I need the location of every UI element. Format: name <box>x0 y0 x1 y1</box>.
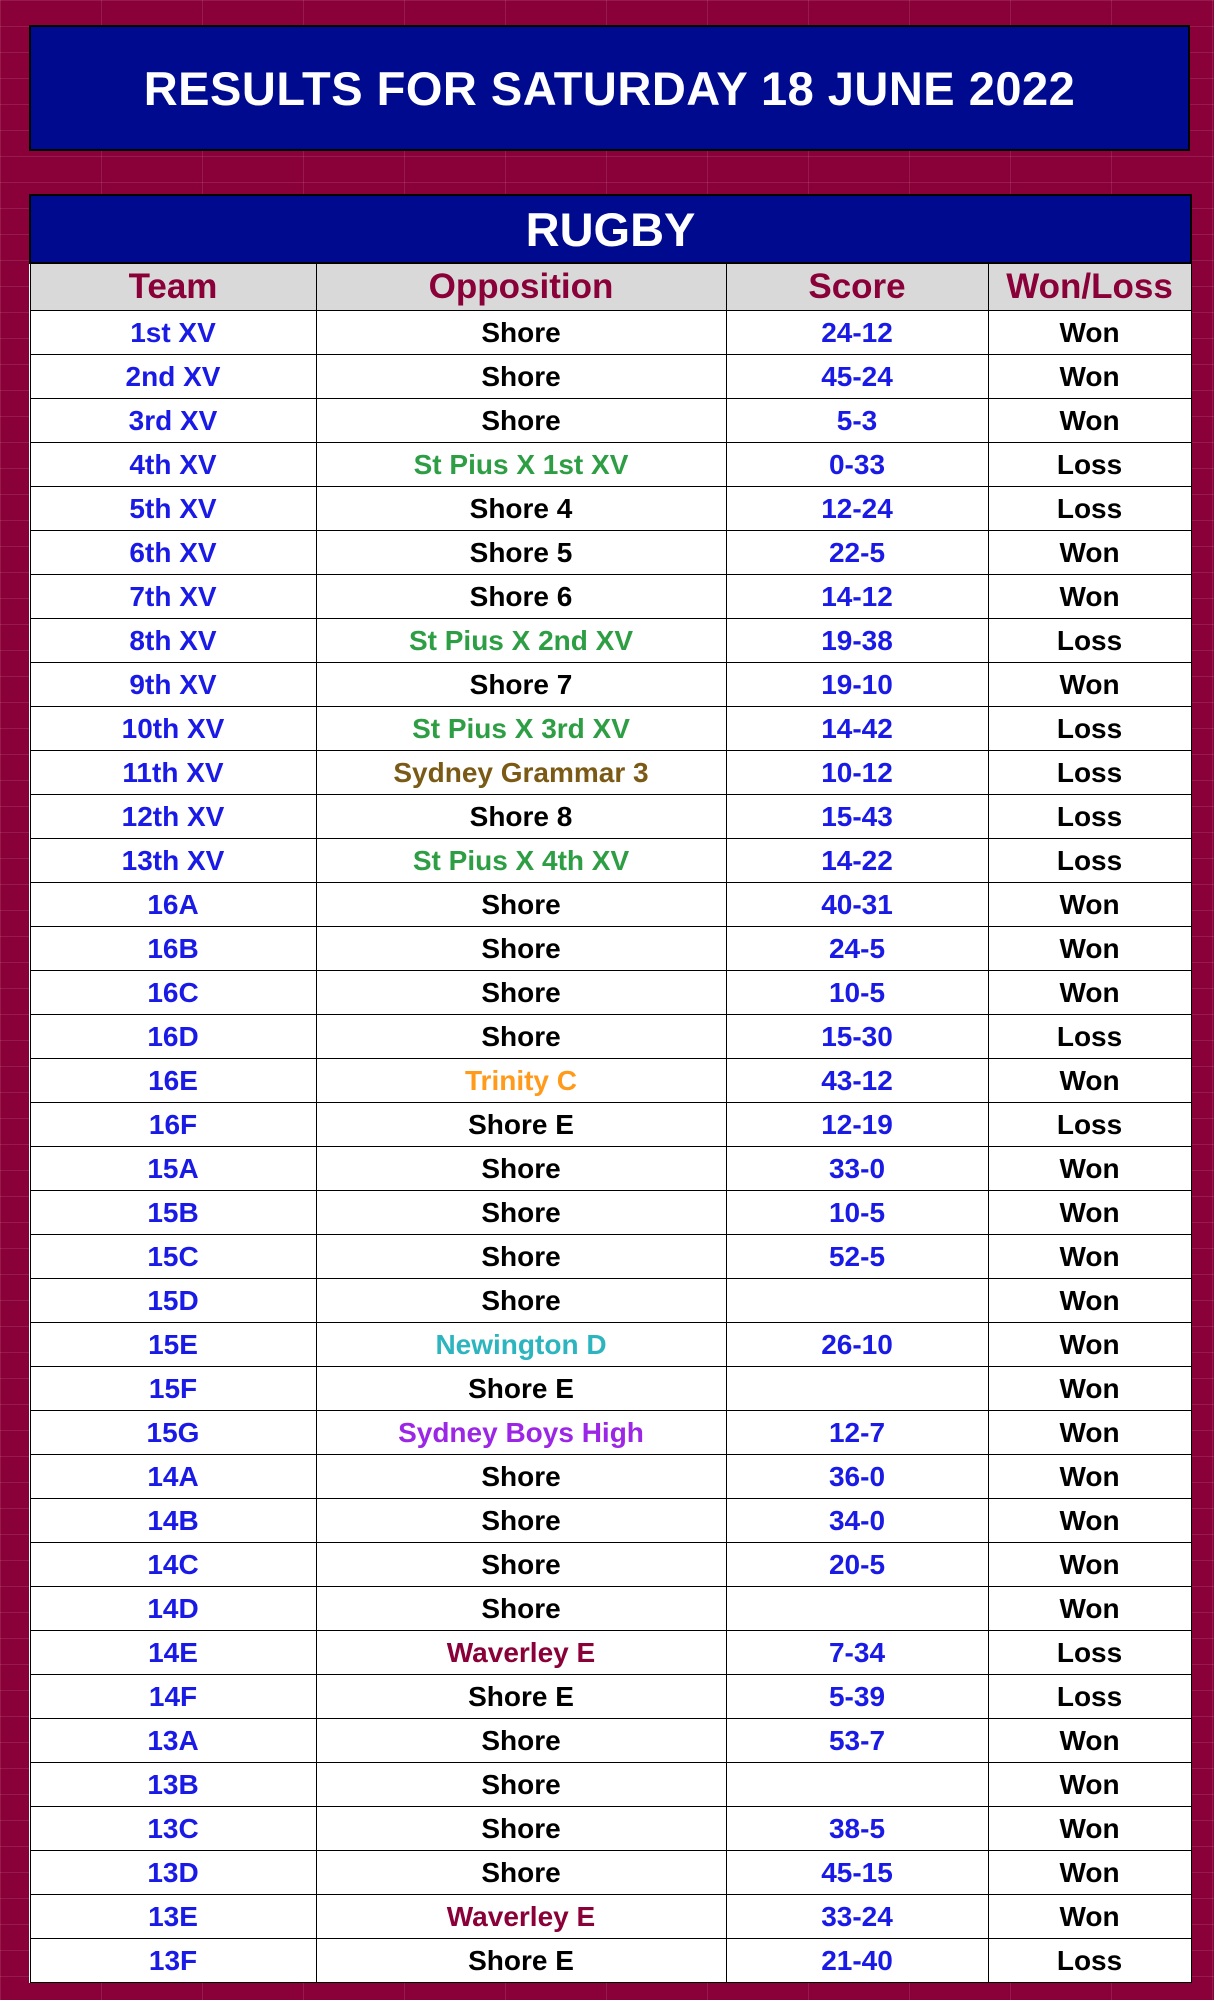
table-row <box>30 1015 1191 1059</box>
score-cell: 26-10 <box>726 1323 988 1367</box>
team-cell: 16A <box>30 883 316 927</box>
result-cell: Loss <box>988 707 1191 751</box>
opposition-cell: St Pius X 3rd XV <box>316 707 726 751</box>
result-cell: Won <box>988 1851 1191 1895</box>
score-cell: 21-40 <box>726 1939 988 1983</box>
team-cell: 15F <box>30 1367 316 1411</box>
column-header-row <box>30 263 1191 311</box>
table-row <box>30 355 1191 399</box>
score-cell: 53-7 <box>726 1719 988 1763</box>
result-cell: Won <box>988 311 1191 355</box>
score-cell <box>726 1279 988 1323</box>
score-cell: 14-12 <box>726 575 988 619</box>
score-cell: 15-30 <box>726 1015 988 1059</box>
score-cell: 40-31 <box>726 883 988 927</box>
team-cell: 15C <box>30 1235 316 1279</box>
team-cell: 15E <box>30 1323 316 1367</box>
result-cell: Won <box>988 1191 1191 1235</box>
score-cell: 45-15 <box>726 1851 988 1895</box>
opposition-cell: Shore <box>316 1807 726 1851</box>
rugby-results-table <box>29 194 1192 1983</box>
opposition-cell: Shore <box>316 883 726 927</box>
table-row <box>30 1719 1191 1763</box>
table-row <box>30 399 1191 443</box>
team-cell: 16C <box>30 971 316 1015</box>
score-cell: 34-0 <box>726 1499 988 1543</box>
team-cell: 10th XV <box>30 707 316 751</box>
result-cell: Loss <box>988 1939 1191 1983</box>
result-cell: Won <box>988 1895 1191 1939</box>
opposition-cell: Waverley E <box>316 1895 726 1939</box>
table-row <box>30 1147 1191 1191</box>
score-cell: 14-42 <box>726 707 988 751</box>
table-row <box>30 1191 1191 1235</box>
opposition-cell: Shore <box>316 971 726 1015</box>
table-row <box>30 1675 1191 1719</box>
table-row <box>30 1895 1191 1939</box>
opposition-cell: Waverley E <box>316 1631 726 1675</box>
table-row <box>30 927 1191 971</box>
table-row <box>30 795 1191 839</box>
team-cell: 13E <box>30 1895 316 1939</box>
result-cell: Won <box>988 1059 1191 1103</box>
result-cell: Won <box>988 575 1191 619</box>
table-row <box>30 1807 1191 1851</box>
result-cell: Won <box>988 971 1191 1015</box>
table-row <box>30 1279 1191 1323</box>
result-cell: Won <box>988 1587 1191 1631</box>
team-cell: 14A <box>30 1455 316 1499</box>
table-row <box>30 839 1191 883</box>
opposition-cell: Shore <box>316 355 726 399</box>
team-cell: 11th XV <box>30 751 316 795</box>
team-cell: 1st XV <box>30 311 316 355</box>
result-cell: Won <box>988 1543 1191 1587</box>
result-cell: Loss <box>988 1015 1191 1059</box>
table-row <box>30 707 1191 751</box>
table-row <box>30 971 1191 1015</box>
result-cell: Won <box>988 1411 1191 1455</box>
table-row <box>30 575 1191 619</box>
table-row <box>30 883 1191 927</box>
team-cell: 14D <box>30 1587 316 1631</box>
table-row <box>30 1323 1191 1367</box>
opposition-cell: Shore 7 <box>316 663 726 707</box>
score-cell: 12-19 <box>726 1103 988 1147</box>
table-row <box>30 1455 1191 1499</box>
table-row <box>30 1411 1191 1455</box>
score-cell: 12-7 <box>726 1411 988 1455</box>
column-header-opposition: Opposition <box>316 263 726 311</box>
opposition-cell: Shore <box>316 1851 726 1895</box>
score-cell: 19-10 <box>726 663 988 707</box>
table-row <box>30 1235 1191 1279</box>
result-cell: Won <box>988 1807 1191 1851</box>
score-cell: 20-5 <box>726 1543 988 1587</box>
opposition-cell: Sydney Grammar 3 <box>316 751 726 795</box>
team-cell: 13th XV <box>30 839 316 883</box>
score-cell <box>726 1763 988 1807</box>
opposition-cell: Shore 5 <box>316 531 726 575</box>
opposition-cell: Shore <box>316 1455 726 1499</box>
team-cell: 13C <box>30 1807 316 1851</box>
result-cell: Loss <box>988 443 1191 487</box>
opposition-cell: Shore <box>316 927 726 971</box>
team-cell: 13A <box>30 1719 316 1763</box>
opposition-cell: Sydney Boys High <box>316 1411 726 1455</box>
score-cell: 22-5 <box>726 531 988 575</box>
opposition-cell: Shore 6 <box>316 575 726 619</box>
opposition-cell: Shore <box>316 1015 726 1059</box>
score-cell: 43-12 <box>726 1059 988 1103</box>
column-header-team: Team <box>30 263 316 311</box>
table-row <box>30 1367 1191 1411</box>
opposition-cell: Shore <box>316 1279 726 1323</box>
result-cell: Loss <box>988 1675 1191 1719</box>
result-cell: Won <box>988 1499 1191 1543</box>
column-header-score: Score <box>726 263 988 311</box>
score-cell: 12-24 <box>726 487 988 531</box>
result-cell: Loss <box>988 839 1191 883</box>
opposition-cell: Shore <box>316 1543 726 1587</box>
score-cell: 33-24 <box>726 1895 988 1939</box>
section-title: RUGBY <box>30 195 1191 263</box>
team-cell: 13B <box>30 1763 316 1807</box>
team-cell: 9th XV <box>30 663 316 707</box>
results-body <box>30 311 1191 1983</box>
score-cell: 14-22 <box>726 839 988 883</box>
team-cell: 3rd XV <box>30 399 316 443</box>
opposition-cell: St Pius X 2nd XV <box>316 619 726 663</box>
opposition-cell: Shore <box>316 1147 726 1191</box>
team-cell: 15B <box>30 1191 316 1235</box>
score-cell <box>726 1367 988 1411</box>
opposition-cell: Shore <box>316 1719 726 1763</box>
score-cell: 5-39 <box>726 1675 988 1719</box>
team-cell: 14C <box>30 1543 316 1587</box>
opposition-cell: Shore <box>316 1235 726 1279</box>
result-cell: Won <box>988 1719 1191 1763</box>
team-cell: 6th XV <box>30 531 316 575</box>
team-cell: 15D <box>30 1279 316 1323</box>
result-cell: Won <box>988 1455 1191 1499</box>
score-cell: 38-5 <box>726 1807 988 1851</box>
score-cell: 7-34 <box>726 1631 988 1675</box>
score-cell: 5-3 <box>726 399 988 443</box>
table-row <box>30 531 1191 575</box>
score-cell: 24-12 <box>726 311 988 355</box>
opposition-cell: Shore <box>316 399 726 443</box>
score-cell: 36-0 <box>726 1455 988 1499</box>
team-cell: 13D <box>30 1851 316 1895</box>
team-cell: 8th XV <box>30 619 316 663</box>
opposition-cell: Shore <box>316 311 726 355</box>
table-row <box>30 751 1191 795</box>
result-cell: Won <box>988 531 1191 575</box>
result-cell: Loss <box>988 487 1191 531</box>
score-cell: 0-33 <box>726 443 988 487</box>
result-cell: Loss <box>988 1631 1191 1675</box>
table-row <box>30 663 1191 707</box>
team-cell: 14E <box>30 1631 316 1675</box>
result-cell: Won <box>988 883 1191 927</box>
table-row <box>30 1631 1191 1675</box>
result-cell: Won <box>988 1763 1191 1807</box>
team-cell: 15A <box>30 1147 316 1191</box>
score-cell: 24-5 <box>726 927 988 971</box>
opposition-cell: Shore <box>316 1587 726 1631</box>
table-row <box>30 1939 1191 1983</box>
table-row <box>30 1499 1191 1543</box>
team-cell: 4th XV <box>30 443 316 487</box>
team-cell: 2nd XV <box>30 355 316 399</box>
team-cell: 14F <box>30 1675 316 1719</box>
score-cell: 10-5 <box>726 1191 988 1235</box>
opposition-cell: Shore E <box>316 1675 726 1719</box>
team-cell: 5th XV <box>30 487 316 531</box>
results-banner <box>29 25 1190 151</box>
table-row <box>30 1851 1191 1895</box>
team-cell: 15G <box>30 1411 316 1455</box>
team-cell: 12th XV <box>30 795 316 839</box>
opposition-cell: Shore 8 <box>316 795 726 839</box>
result-cell: Loss <box>988 751 1191 795</box>
table-row <box>30 1543 1191 1587</box>
table-row <box>30 1763 1191 1807</box>
result-cell: Won <box>988 927 1191 971</box>
table-row <box>30 1103 1191 1147</box>
score-cell: 10-12 <box>726 751 988 795</box>
opposition-cell: St Pius X 1st XV <box>316 443 726 487</box>
team-cell: 13F <box>30 1939 316 1983</box>
score-cell: 15-43 <box>726 795 988 839</box>
result-cell: Loss <box>988 1103 1191 1147</box>
table-row <box>30 311 1191 355</box>
opposition-cell: Shore E <box>316 1103 726 1147</box>
team-cell: 16E <box>30 1059 316 1103</box>
opposition-cell: Newington D <box>316 1323 726 1367</box>
opposition-cell: St Pius X 4th XV <box>316 839 726 883</box>
table-row <box>30 487 1191 531</box>
result-cell: Won <box>988 663 1191 707</box>
column-header-result: Won/Loss <box>988 263 1191 311</box>
table-row <box>30 1587 1191 1631</box>
result-cell: Won <box>988 1235 1191 1279</box>
result-cell: Won <box>988 1367 1191 1411</box>
opposition-cell: Shore <box>316 1763 726 1807</box>
result-cell: Loss <box>988 619 1191 663</box>
opposition-cell: Shore E <box>316 1939 726 1983</box>
score-cell: 10-5 <box>726 971 988 1015</box>
page-title: RESULTS FOR SATURDAY 18 JUNE 2022 <box>143 61 1076 115</box>
score-cell: 33-0 <box>726 1147 988 1191</box>
score-cell: 19-38 <box>726 619 988 663</box>
score-cell: 52-5 <box>726 1235 988 1279</box>
result-cell: Loss <box>988 795 1191 839</box>
opposition-cell: Shore E <box>316 1367 726 1411</box>
team-cell: 16D <box>30 1015 316 1059</box>
result-cell: Won <box>988 399 1191 443</box>
result-cell: Won <box>988 1323 1191 1367</box>
team-cell: 16B <box>30 927 316 971</box>
section-header-row <box>30 195 1191 263</box>
score-cell <box>726 1587 988 1631</box>
opposition-cell: Shore <box>316 1499 726 1543</box>
team-cell: 7th XV <box>30 575 316 619</box>
table-row <box>30 1059 1191 1103</box>
score-cell: 45-24 <box>726 355 988 399</box>
result-cell: Won <box>988 1147 1191 1191</box>
opposition-cell: Shore <box>316 1191 726 1235</box>
team-cell: 14B <box>30 1499 316 1543</box>
table-row <box>30 619 1191 663</box>
team-cell: 16F <box>30 1103 316 1147</box>
opposition-cell: Shore 4 <box>316 487 726 531</box>
result-cell: Won <box>988 1279 1191 1323</box>
table-row <box>30 443 1191 487</box>
opposition-cell: Trinity C <box>316 1059 726 1103</box>
result-cell: Won <box>988 355 1191 399</box>
